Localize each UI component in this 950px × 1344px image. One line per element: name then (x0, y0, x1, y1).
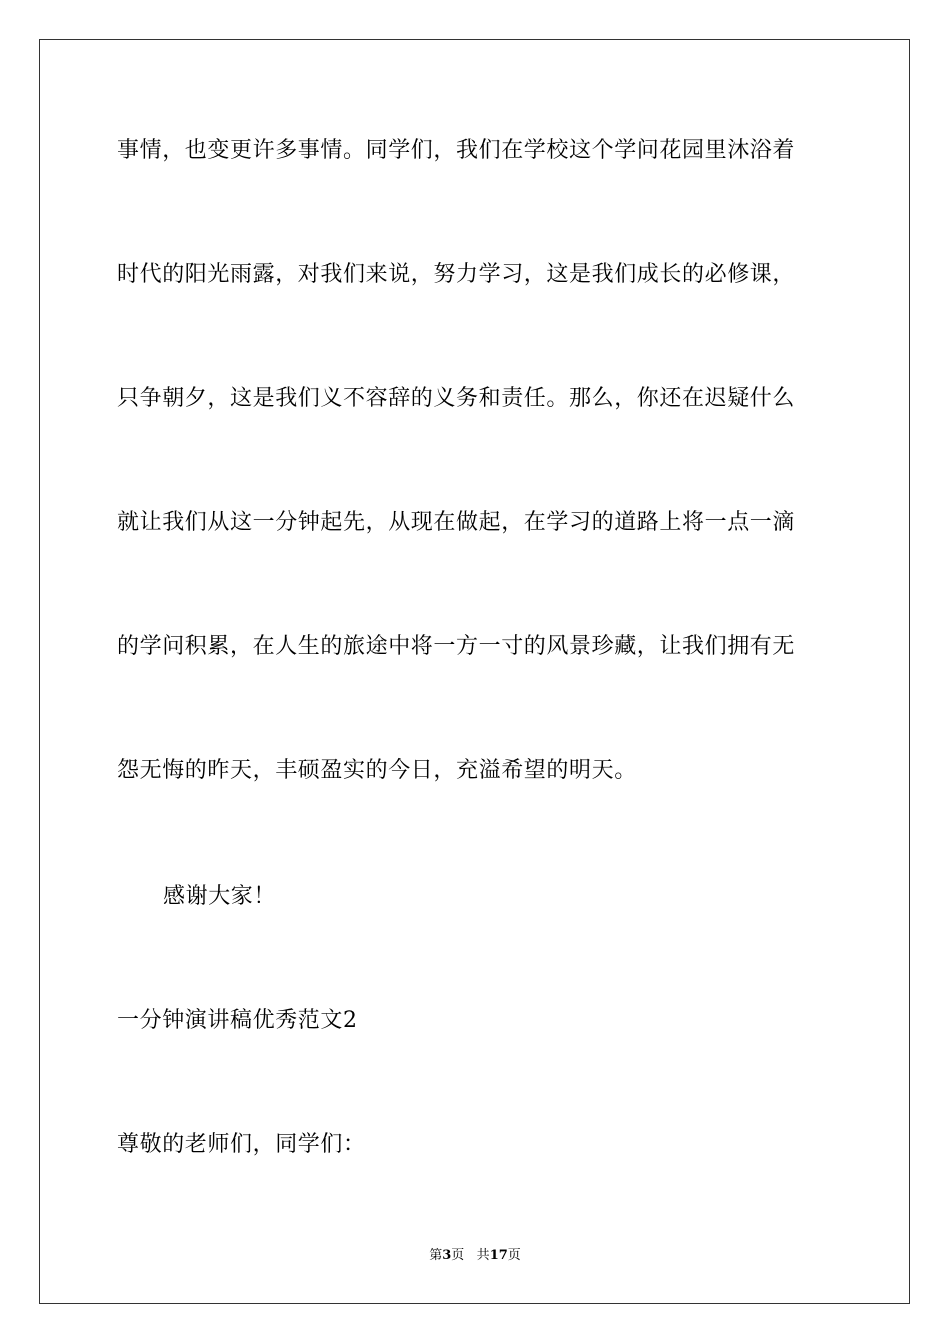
thanks-line: 感谢大家！ (163, 884, 277, 909)
section-title: 一分钟演讲稿优秀范文2 (117, 1008, 358, 1033)
total-suffix: 页 (507, 1248, 521, 1263)
total-pages: 17 (489, 1248, 508, 1263)
page-prefix: 第 (429, 1248, 443, 1263)
total-prefix: 共 (476, 1248, 490, 1263)
body-line-1: 事情，也变更许多事情。同学们，我们在学校这个学问花园里沐浴着 (117, 138, 796, 163)
salutation-line: 尊敬的老师们，同学们： (117, 1132, 366, 1157)
body-line-5: 的学问积累，在人生的旅途中将一方一寸的风景珍藏，让我们拥有无 (117, 634, 796, 659)
body-line-4: 就让我们从这一分钟起先，从现在做起，在学习的道路上将一点一滴 (117, 510, 796, 535)
page-border (39, 39, 910, 1304)
body-line-6: 怨无悔的昨天，丰硕盈实的今日，充溢希望的明天。 (117, 758, 637, 783)
body-line-2: 时代的阳光雨露，对我们来说，努力学习，这是我们成长的必修课， (117, 262, 796, 287)
page-footer (0, 1248, 950, 1264)
page-suffix: 页 (451, 1248, 465, 1263)
body-line-3: 只争朝夕，这是我们义不容辞的义务和责任。那么，你还在迟疑什么 (117, 386, 796, 411)
page-number: 3 (442, 1248, 452, 1263)
